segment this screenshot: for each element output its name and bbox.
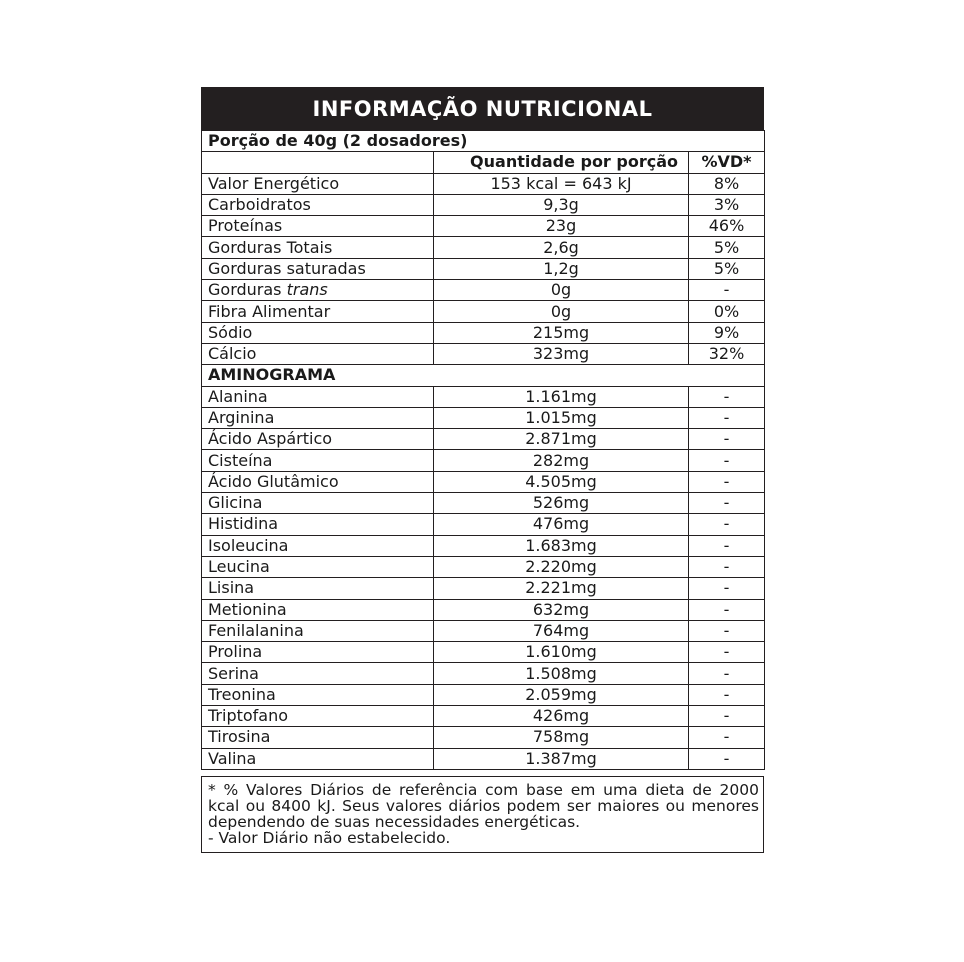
footnote-not-established: - Valor Diário não estabelecido. xyxy=(208,828,451,847)
table-row xyxy=(202,578,765,599)
nutrient-vd: 8% xyxy=(689,173,765,194)
nutrient-name: Valor Energético xyxy=(202,173,434,194)
nutrient-vd: - xyxy=(689,450,765,471)
nutrient-vd: - xyxy=(689,642,765,663)
nutrient-quantity: 0g xyxy=(434,280,689,301)
nutrient-quantity: 1.161mg xyxy=(434,386,689,407)
table-row xyxy=(202,280,765,301)
nutrient-name: Valina xyxy=(202,748,434,769)
nutrient-name: Arginina xyxy=(202,407,434,428)
nutrient-quantity: 476mg xyxy=(434,514,689,535)
nutrient-name: Treonina xyxy=(202,684,434,705)
nutrient-quantity: 2.871mg xyxy=(434,429,689,450)
nutrient-quantity: 215mg xyxy=(434,322,689,343)
nutrient-name: Gorduras Totais xyxy=(202,237,434,258)
nutrient-vd: - xyxy=(689,748,765,769)
nutrient-vd: - xyxy=(689,407,765,428)
nutrient-vd: - xyxy=(689,684,765,705)
table-row xyxy=(202,450,765,471)
nutrient-name: Glicina xyxy=(202,493,434,514)
table-row xyxy=(202,471,765,492)
nutrient-quantity: 1.387mg xyxy=(434,748,689,769)
nutrient-vd: - xyxy=(689,599,765,620)
nutrient-name: Ácido Aspártico xyxy=(202,429,434,450)
nutrient-vd: 9% xyxy=(689,322,765,343)
table-row xyxy=(202,727,765,748)
aminogram-title: AMINOGRAMA xyxy=(202,365,765,386)
table-row xyxy=(202,663,765,684)
header-quantity: Quantidade por porção xyxy=(434,152,689,173)
nutrient-quantity: 1.610mg xyxy=(434,642,689,663)
nutrient-name: Lisina xyxy=(202,578,434,599)
nutrition-label xyxy=(201,87,764,853)
nutrition-table-body xyxy=(202,131,765,770)
label-title: INFORMAÇÃO NUTRICIONAL xyxy=(201,87,764,130)
nutrient-quantity: 4.505mg xyxy=(434,471,689,492)
nutrient-name: Ácido Glutâmico xyxy=(202,471,434,492)
nutrient-name: Sódio xyxy=(202,322,434,343)
nutrient-quantity: 2,6g xyxy=(434,237,689,258)
nutrient-name: Prolina xyxy=(202,642,434,663)
nutrient-vd: 3% xyxy=(689,194,765,215)
nutrient-vd: - xyxy=(689,727,765,748)
nutrient-vd: - xyxy=(689,493,765,514)
nutrient-name: Tirosina xyxy=(202,727,434,748)
nutrient-quantity: 1,2g xyxy=(434,258,689,279)
nutrient-name: Fenilalanina xyxy=(202,620,434,641)
nutrient-vd: - xyxy=(689,514,765,535)
nutrient-quantity: 23g xyxy=(434,216,689,237)
nutrient-vd: 5% xyxy=(689,258,765,279)
nutrient-name: Isoleucina xyxy=(202,535,434,556)
nutrient-quantity: 153 kcal = 643 kJ xyxy=(434,173,689,194)
nutrient-vd: 46% xyxy=(689,216,765,237)
portion-row xyxy=(202,131,765,152)
nutrient-quantity: 764mg xyxy=(434,620,689,641)
nutrient-name: Gorduras saturadas xyxy=(202,258,434,279)
nutrient-vd: 5% xyxy=(689,237,765,258)
footnote xyxy=(201,776,764,853)
nutrient-quantity: 632mg xyxy=(434,599,689,620)
nutrient-vd: - xyxy=(689,706,765,727)
nutrient-name: Cisteína xyxy=(202,450,434,471)
table-row xyxy=(202,684,765,705)
nutrient-vd: - xyxy=(689,663,765,684)
table-row xyxy=(202,556,765,577)
portion-text: Porção de 40g (2 dosadores) xyxy=(202,131,765,152)
nutrient-vd: - xyxy=(689,429,765,450)
nutrient-vd: - xyxy=(689,578,765,599)
table-row xyxy=(202,748,765,769)
nutrient-quantity: 2.220mg xyxy=(434,556,689,577)
nutrient-quantity: 2.059mg xyxy=(434,684,689,705)
nutrient-name: Fibra Alimentar xyxy=(202,301,434,322)
nutrient-name: Leucina xyxy=(202,556,434,577)
table-header-row xyxy=(202,152,765,173)
table-row xyxy=(202,514,765,535)
table-row xyxy=(202,386,765,407)
nutrient-name: Triptofano xyxy=(202,706,434,727)
nutrient-quantity: 2.221mg xyxy=(434,578,689,599)
table-row xyxy=(202,407,765,428)
table-row xyxy=(202,429,765,450)
nutrient-name-italic: trans xyxy=(286,280,328,300)
table-row xyxy=(202,642,765,663)
nutrient-vd: 32% xyxy=(689,343,765,364)
nutrient-name: Proteínas xyxy=(202,216,434,237)
table-row xyxy=(202,322,765,343)
nutrient-name: Cálcio xyxy=(202,343,434,364)
table-row xyxy=(202,258,765,279)
table-row xyxy=(202,216,765,237)
nutrient-quantity: 9,3g xyxy=(434,194,689,215)
table-row xyxy=(202,173,765,194)
table-row xyxy=(202,343,765,364)
nutrient-quantity: 1.683mg xyxy=(434,535,689,556)
nutrient-quantity: 526mg xyxy=(434,493,689,514)
nutrient-quantity: 426mg xyxy=(434,706,689,727)
nutrient-vd: - xyxy=(689,535,765,556)
nutrient-vd: - xyxy=(689,556,765,577)
aminogram-title-row xyxy=(202,365,765,386)
nutrient-quantity: 1.015mg xyxy=(434,407,689,428)
nutrient-name: Gorduras trans xyxy=(202,280,434,301)
nutrient-vd: - xyxy=(689,386,765,407)
table-row xyxy=(202,599,765,620)
table-row xyxy=(202,301,765,322)
nutrient-name: Histidina xyxy=(202,514,434,535)
table-row xyxy=(202,493,765,514)
table-row xyxy=(202,620,765,641)
table-row xyxy=(202,194,765,215)
nutrition-table xyxy=(201,130,765,770)
header-vd: %VD* xyxy=(689,152,765,173)
nutrient-vd: 0% xyxy=(689,301,765,322)
table-row xyxy=(202,237,765,258)
nutrient-quantity: 1.508mg xyxy=(434,663,689,684)
nutrient-name: Metionina xyxy=(202,599,434,620)
header-empty-cell xyxy=(202,152,434,173)
footnote-daily-values: * % Valores Diários de referência com base em uma dieta de 2000 kcal ou 8400 kJ. Seus valores diários podem ser maiores ou menores dependendo de suas necessidades energéticas. xyxy=(208,780,759,831)
nutrient-quantity: 323mg xyxy=(434,343,689,364)
nutrient-vd: - xyxy=(689,280,765,301)
nutrient-quantity: 758mg xyxy=(434,727,689,748)
nutrient-name: Serina xyxy=(202,663,434,684)
nutrient-name: Carboidratos xyxy=(202,194,434,215)
nutrient-vd: - xyxy=(689,471,765,492)
nutrient-vd: - xyxy=(689,620,765,641)
table-row xyxy=(202,535,765,556)
nutrient-quantity: 282mg xyxy=(434,450,689,471)
nutrient-quantity: 0g xyxy=(434,301,689,322)
table-row xyxy=(202,706,765,727)
nutrient-name: Alanina xyxy=(202,386,434,407)
